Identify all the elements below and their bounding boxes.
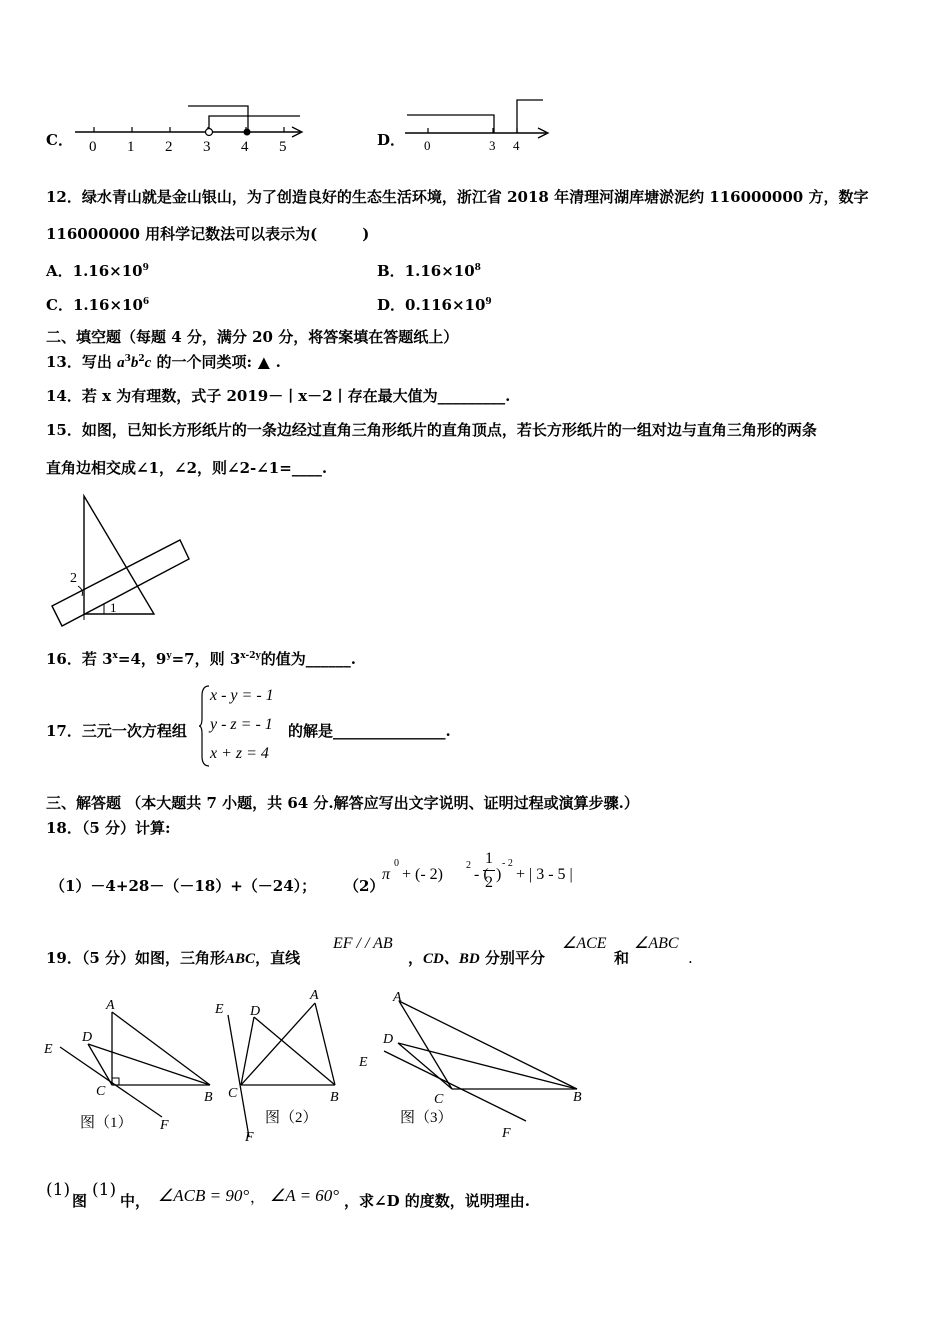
tick-label: 2 <box>165 139 173 155</box>
fig3-label-a: A <box>393 990 402 1005</box>
q12-option-b: B．$1.16\times 10^8$ <box>377 262 481 280</box>
section3-heading: 三、解答题 （本大题共 7 小题，共 64 分.解答应写出文字说明、证明过程或演算步骤.） <box>46 794 639 812</box>
q19-1-post: ，求∠D 的度数，说明理由. <box>344 1192 531 1210</box>
tick-label: 1 <box>127 139 135 155</box>
option-c-label: C． <box>46 131 73 149</box>
tick-label: 0 <box>424 138 431 153</box>
fig3-label-e: E <box>359 1055 368 1070</box>
q17-eq3: x + z = 4 <box>210 745 269 762</box>
q19-he: 和 <box>614 949 630 967</box>
q12-option-c: C．$1.16\times 10^6$ <box>46 296 150 314</box>
q19-1-fig-num: (1) <box>92 1180 117 1200</box>
q19-1-cond2: ∠A = 60° <box>270 1186 340 1205</box>
q19-1-cond1: ∠ACB = 90° <box>158 1186 250 1205</box>
q19-ef-parallel-ab: EF / / AB <box>333 935 393 952</box>
fig2-label-a: A <box>310 988 319 1003</box>
fig3-caption: 图（3） <box>400 1110 453 1126</box>
fig2-label-c: C <box>228 1086 238 1101</box>
q19-1-sep: ， <box>250 1188 266 1206</box>
q12-option-d: D．$0.116\times 10^9$ <box>377 296 492 314</box>
q14: 14．若 x 为有理数，式子 2019－丨x－2丨存在最大值为_________. <box>46 387 511 405</box>
fig1-label-d: D <box>82 1030 93 1045</box>
fig1-label-a: A <box>106 998 115 1013</box>
fig1-label-b: B <box>204 1090 213 1105</box>
section2-heading: 二、填空题（每题 4 分，满分 20 分，将答案填在答题纸上） <box>46 328 459 346</box>
fig1-caption: 图（1） <box>80 1115 133 1131</box>
figure-3 <box>384 1001 577 1121</box>
q18-part2-label: （2） <box>344 877 385 895</box>
q15-line1: 15．如图，已知长方形纸片的一条边经过直角三角形纸片的直角顶点，若长方形纸片的一组对边与直角三角形的两条 <box>46 421 817 439</box>
tick-label: 4 <box>513 138 520 153</box>
q18-title: 18．（5 分）计算: <box>46 819 171 837</box>
q19-end: . <box>688 949 693 967</box>
q16: 16．若 $3^x=4$，$9^y=7$，则 $3^{x-2y}$的值为______. <box>46 650 356 668</box>
q15-line2: 直角边相交成∠1，∠2，则∠2-∠1=____. <box>46 459 328 477</box>
q19-figures <box>40 985 620 1145</box>
tick-label: 3 <box>203 139 211 155</box>
fig3-label-f: F <box>502 1126 511 1141</box>
figure-1 <box>60 1012 210 1117</box>
fig2-label-d: D <box>250 1004 261 1019</box>
fig2-label-b: B <box>330 1090 339 1105</box>
fig1-label-f: F <box>160 1118 169 1133</box>
tick-label: 5 <box>279 139 287 155</box>
q17-suffix: 的解是_______________. <box>288 722 451 740</box>
q19-angle-abc: ∠ABC <box>634 935 679 952</box>
fig1-label-c: C <box>96 1084 106 1099</box>
q12-option-a: A．$1.16\times 10^9$ <box>46 262 149 280</box>
tick-label: 0 <box>89 139 97 155</box>
q17-eq1: x - y = - 1 <box>210 687 274 704</box>
q19-1-tu: 图 <box>72 1192 88 1210</box>
q19-angle-ace: ∠ACE <box>562 935 607 952</box>
q19-1-zhong: 中， <box>120 1192 151 1210</box>
q18-part1: （1）－4+28－（－18）+（－24）； <box>50 877 317 895</box>
q13: 13．写出 $a^3b^2c$ 的一个同类项: ▲ . <box>46 353 281 371</box>
fig3-label-d: D <box>383 1032 394 1047</box>
q19-text2: ，CD、BD 分别平分 <box>408 949 545 967</box>
tick-label: 4 <box>241 139 249 155</box>
fig2-label-e: E <box>215 1002 224 1017</box>
q17-eq2: y - z = - 1 <box>210 716 273 733</box>
q19-text: 19．（5 分）如图，三角形ABC，直线 <box>46 949 301 967</box>
q17-prefix: 17．三元一次方程组 <box>46 722 187 740</box>
q12-line1: 12．绿水青山就是金山银山，为了创造良好的生态生活环境，浙江省 2018 年清理河湖库塘淤泥约 116000000 方，数字 <box>46 188 869 206</box>
q12-line2: 116000000 用科学记数法可以表示为( ) <box>46 225 370 243</box>
fig2-label-f: F <box>245 1130 254 1145</box>
q15-figure <box>48 490 198 635</box>
tick-label: 3 <box>489 138 496 153</box>
fig3-label-c: C <box>434 1092 444 1107</box>
fig3-label-b: B <box>573 1090 582 1105</box>
angle-1-label: 1 <box>110 600 117 615</box>
option-d-label: D． <box>377 131 406 149</box>
angle-2-label: 2 <box>70 571 77 586</box>
number-line-d <box>400 95 560 155</box>
fig1-label-e: E <box>44 1042 53 1057</box>
number-line-c <box>70 98 320 158</box>
q19-1-num: (1) <box>46 1180 71 1200</box>
fig2-caption: 图（2） <box>265 1110 318 1126</box>
